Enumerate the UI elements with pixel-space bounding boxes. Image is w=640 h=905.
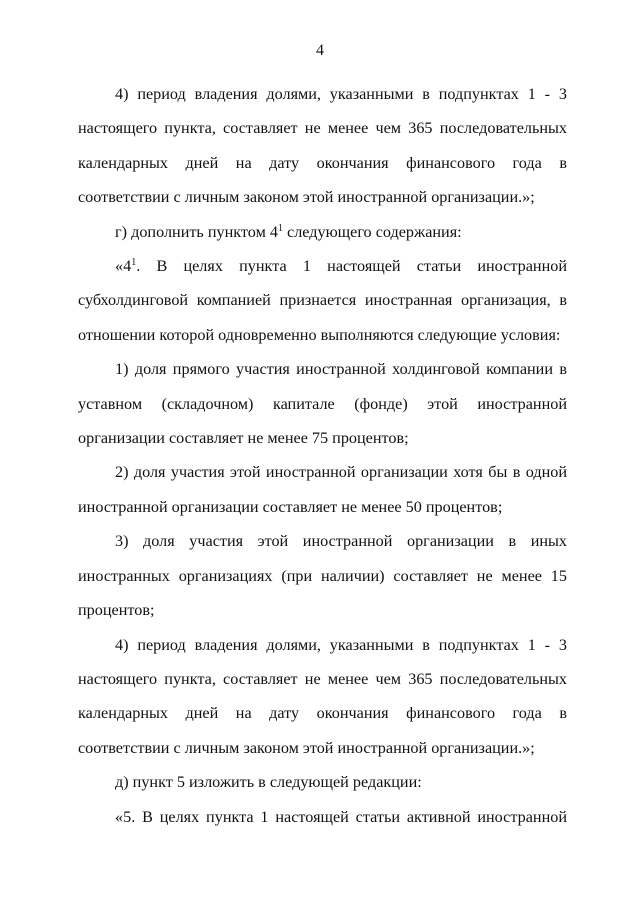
- page-number: 4: [316, 42, 324, 59]
- paragraph-condition-4: 4) период владения долями, указанными в подпунктах 1 - 3 настоящего пункта, составляет не менее чем 365 последовательных календарных дней на дату окончания финансового года в соответствии с личным законом этой иностранной организации.»;: [78, 635, 567, 757]
- paragraph-text: г) дополнить пунктом 4: [115, 222, 278, 241]
- superscript-index: 1: [277, 222, 283, 234]
- paragraph-text: следующего содержания:: [282, 222, 462, 241]
- paragraph-amendment-d: д) пункт 5 изложить в следующей редакции:: [115, 773, 422, 792]
- paragraph-text: «4: [115, 257, 132, 276]
- paragraph-condition-1: 1) доля прямого участия иностранной холдинговой компании в уставном (складочном) капитале (фонде) этой иностранной организации составляет не менее 75 процентов;: [78, 360, 567, 448]
- paragraph-condition-3: 3) доля участия этой иностранной организации в иных иностранных организациях (при наличии) составляет не менее 15 процентов;: [78, 532, 567, 620]
- paragraph-text: . В целях пункта 1 настоящей статьи иностранной субхолдинговой компанией признается иностранная организация, в отношении которой одновременно выполняются следующие условия:: [78, 257, 567, 344]
- document-body: [78, 77, 567, 834]
- paragraph-amendment-g: [78, 215, 567, 249]
- paragraph-condition-2: 2) доля участия этой иностранной организации хотя бы в одной иностранной организации составляет не менее 50 процентов;: [78, 463, 567, 516]
- paragraph-clause-5: «5. В целях пункта 1 настоящей статьи активной иностранной: [115, 807, 567, 826]
- paragraph-holding-period: 4) период владения долями, указанными в подпунктах 1 - 3 настоящего пункта, составляет не менее чем 365 последовательных календарных дней на дату окончания финансового года в соответствии с личным законом этой иностранной организации.»;: [78, 85, 567, 207]
- superscript-index: 1: [131, 257, 137, 269]
- paragraph-clause-4-1: [78, 249, 567, 352]
